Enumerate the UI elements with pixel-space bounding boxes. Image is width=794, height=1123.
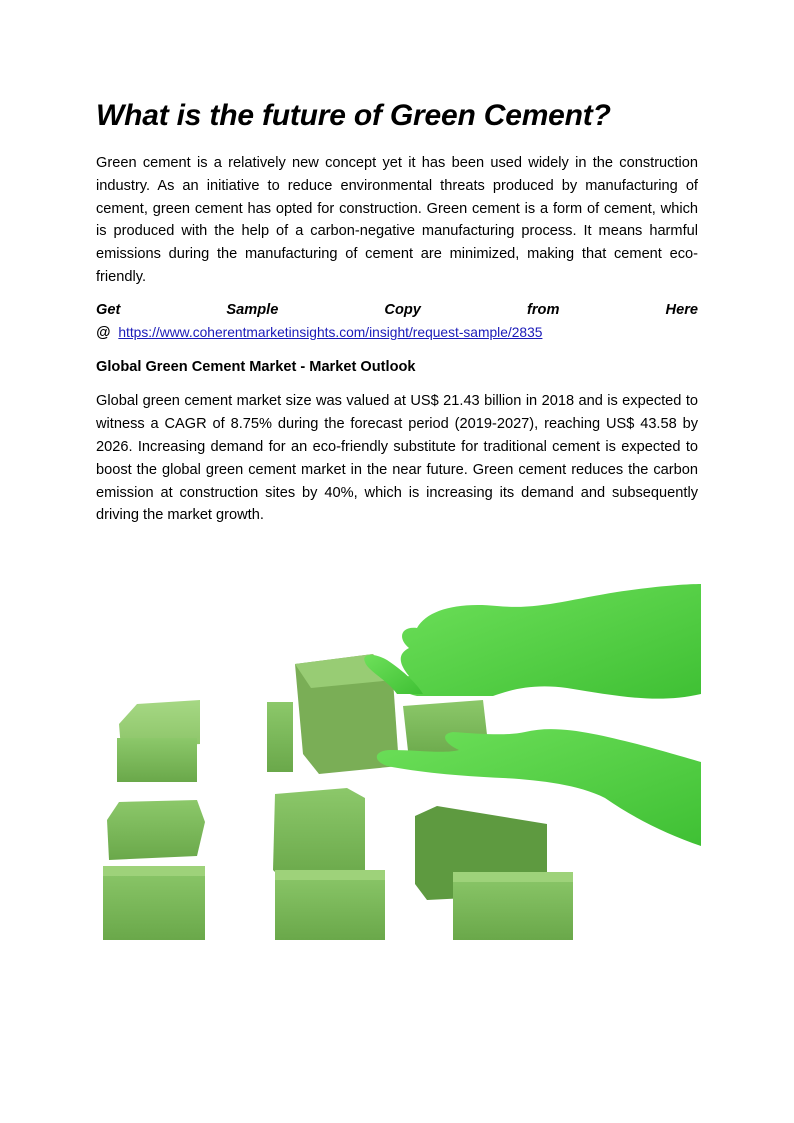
document-page (96, 96, 698, 527)
cement-block (453, 872, 573, 940)
sample-copy-label: Get Sample Copy from Here @ (96, 301, 698, 341)
cement-block (275, 870, 385, 940)
cement-block (107, 800, 205, 860)
sample-copy-link[interactable]: https://www.coherentmarketinsights.com/insight/request-sample/2835 (118, 324, 543, 340)
page-title: What is the future of Green Cement? (96, 99, 611, 132)
sample-copy-line (96, 299, 698, 345)
cement-block (273, 788, 365, 880)
section-heading: Global Green Cement Market - Market Outlook (96, 359, 416, 376)
green-cement-blocks-photo (97, 584, 701, 940)
market-outlook-paragraph: Global green cement market size was valued at US$ 21.43 billion in 2018 and is expected to witness a CAGR of 8.75% during the forecast period (2019-2027), reaching US$ 43.58 by 2026. Increasing demand for an eco-friendly substitute for traditional cement is expected to boost the global green cement market in the near future. Green cement reduces the carbon emission at construction sites by 40%, which is increasing its demand and subsequently driving the market growth. (96, 393, 698, 524)
cement-block (103, 866, 205, 940)
cement-block (267, 702, 293, 772)
intro-paragraph: Green cement is a relatively new concept yet it has been used widely in the construction industry. As an initiative to reduce environmental threats produced by manufacturing of cement, green cement has opted for construction. Green cement is a form of cement, which is produced with the help of a carbon-negative manufacturing process. It means harmful emissions during the manufacturing of cement are minimized, making that cement eco-friendly. (96, 155, 698, 285)
